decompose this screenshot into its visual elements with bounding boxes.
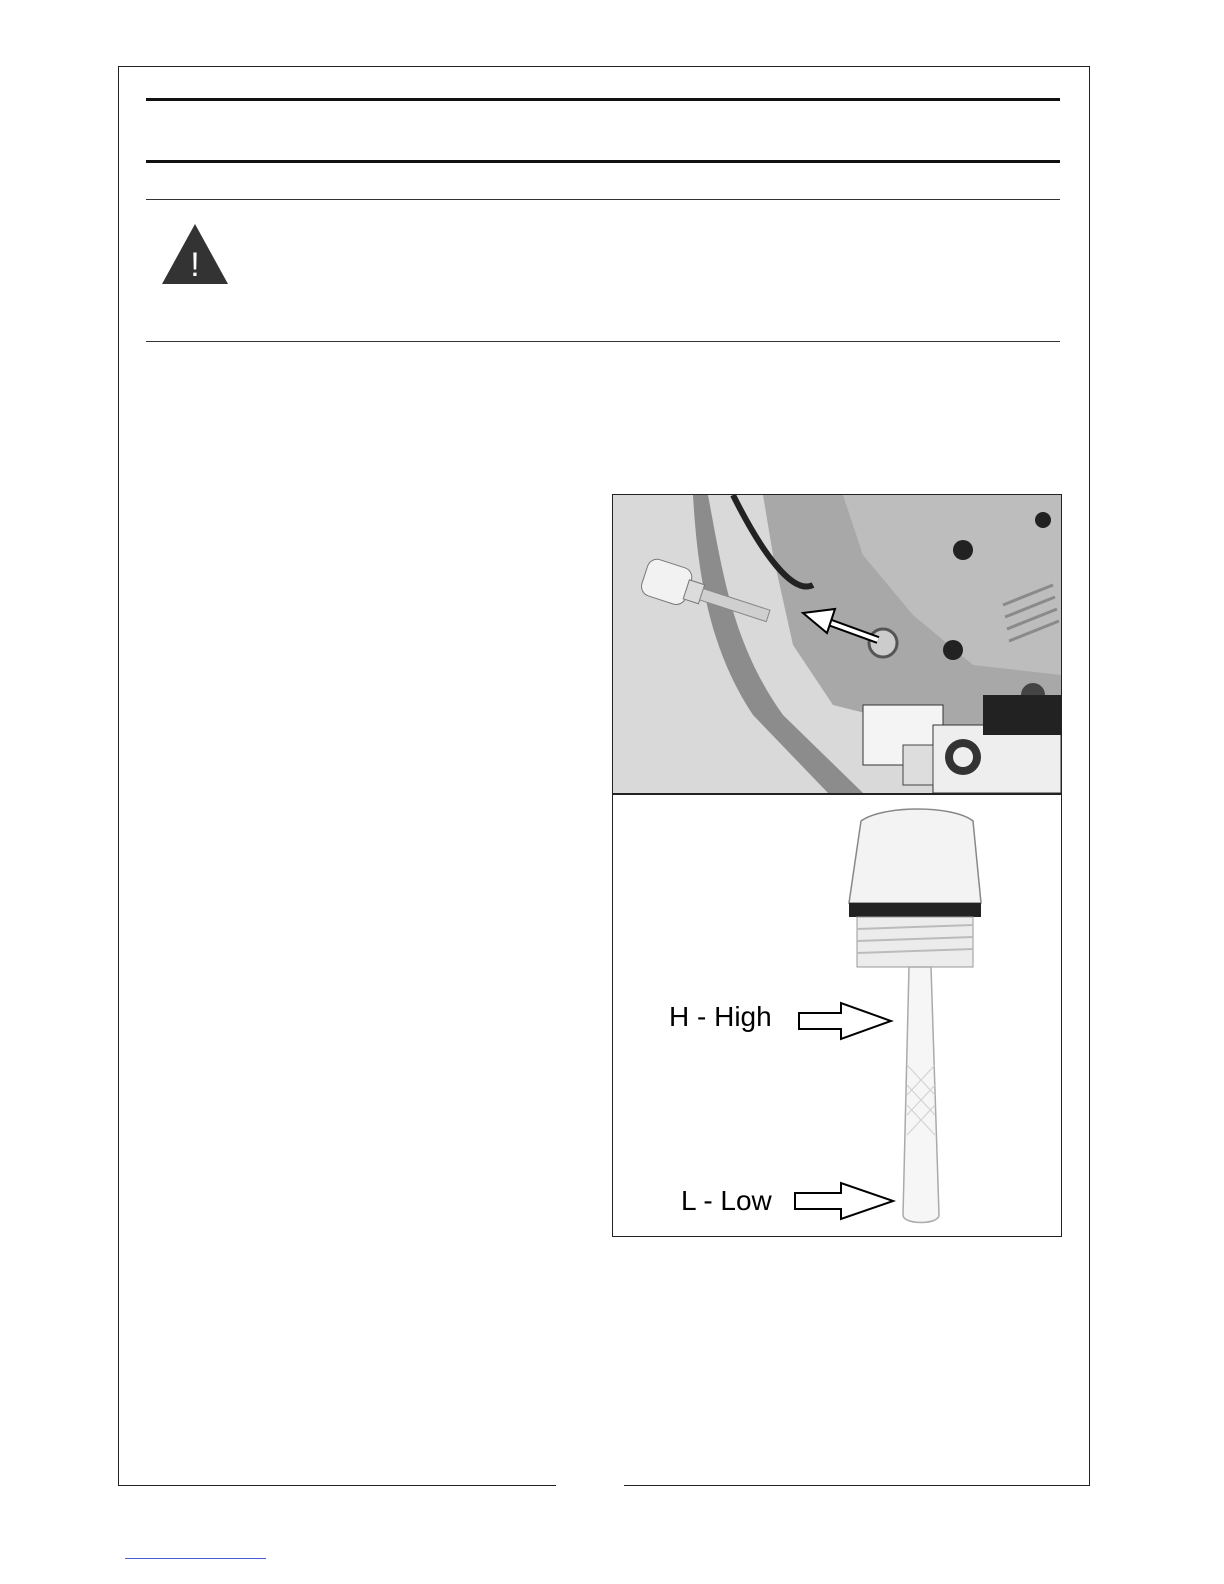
header-rule-top [146,98,1060,101]
dipstick-closeup-photo [612,794,1062,1237]
dipstick-high-label: H - High [669,1001,772,1032]
footer-link-underline[interactable] [125,1558,266,1559]
warning-glyph: ! [190,246,200,284]
dipstick-low-label: L - Low [681,1185,772,1216]
header-rule-bottom [146,160,1060,163]
warning-rule-top [146,199,1060,200]
warning-rule-bottom [146,341,1060,342]
engine-dipstick-photo [612,494,1062,794]
footer-page-number-gap [556,1477,624,1491]
warning-triangle-icon [160,222,230,286]
